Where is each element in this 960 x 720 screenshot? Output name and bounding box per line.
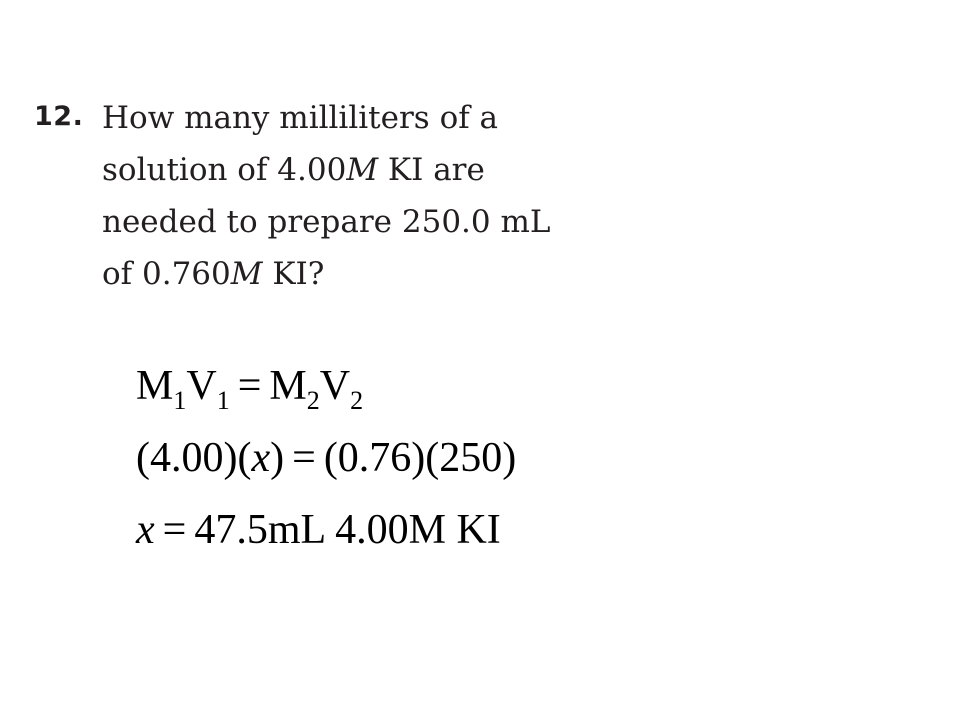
subscript-2: 2 <box>306 386 320 415</box>
molarity-unit: M <box>230 256 263 292</box>
symbol-m1: M <box>136 363 174 409</box>
dilution-formula <box>136 350 696 422</box>
problem-text-run: How many milliliters of a <box>102 100 499 136</box>
problem-line-1 <box>102 92 642 144</box>
problem-line-2 <box>102 144 642 196</box>
problem-text-run: needed to prepare 250.0 mL <box>102 204 551 240</box>
left-side-b: ) <box>270 435 285 481</box>
problem-text-run: solution of 4.00 <box>102 152 347 188</box>
answer-value: 47.5mL 4.00M KI <box>194 507 501 553</box>
answer-line <box>136 494 696 566</box>
substituted-equation <box>136 422 696 494</box>
equals-sign: = <box>292 435 316 481</box>
symbol-v2: V <box>319 363 351 409</box>
worked-solution <box>136 350 696 566</box>
symbol-v1: V <box>186 363 217 409</box>
problem-text-run: KI? <box>262 256 325 292</box>
unknown-variable: x <box>251 435 271 481</box>
molarity-unit: M <box>346 152 379 188</box>
equals-sign: = <box>237 363 262 409</box>
subscript-1: 1 <box>173 386 187 415</box>
left-side-a: (4.00)( <box>136 435 252 481</box>
right-side: (0.76)(250) <box>323 435 517 481</box>
equals-sign: = <box>162 507 187 553</box>
problem-line-3 <box>102 196 642 248</box>
problem-number: 12. <box>34 101 84 132</box>
problem-text-run: KI are <box>378 152 485 188</box>
problem-text-run: of 0.760 <box>102 256 231 292</box>
symbol-m2: M <box>269 363 307 409</box>
problem-text <box>102 92 642 300</box>
problem-line-4 <box>102 248 642 300</box>
unknown-variable: x <box>136 507 155 553</box>
subscript-2: 2 <box>350 386 364 415</box>
subscript-1: 1 <box>216 386 230 415</box>
